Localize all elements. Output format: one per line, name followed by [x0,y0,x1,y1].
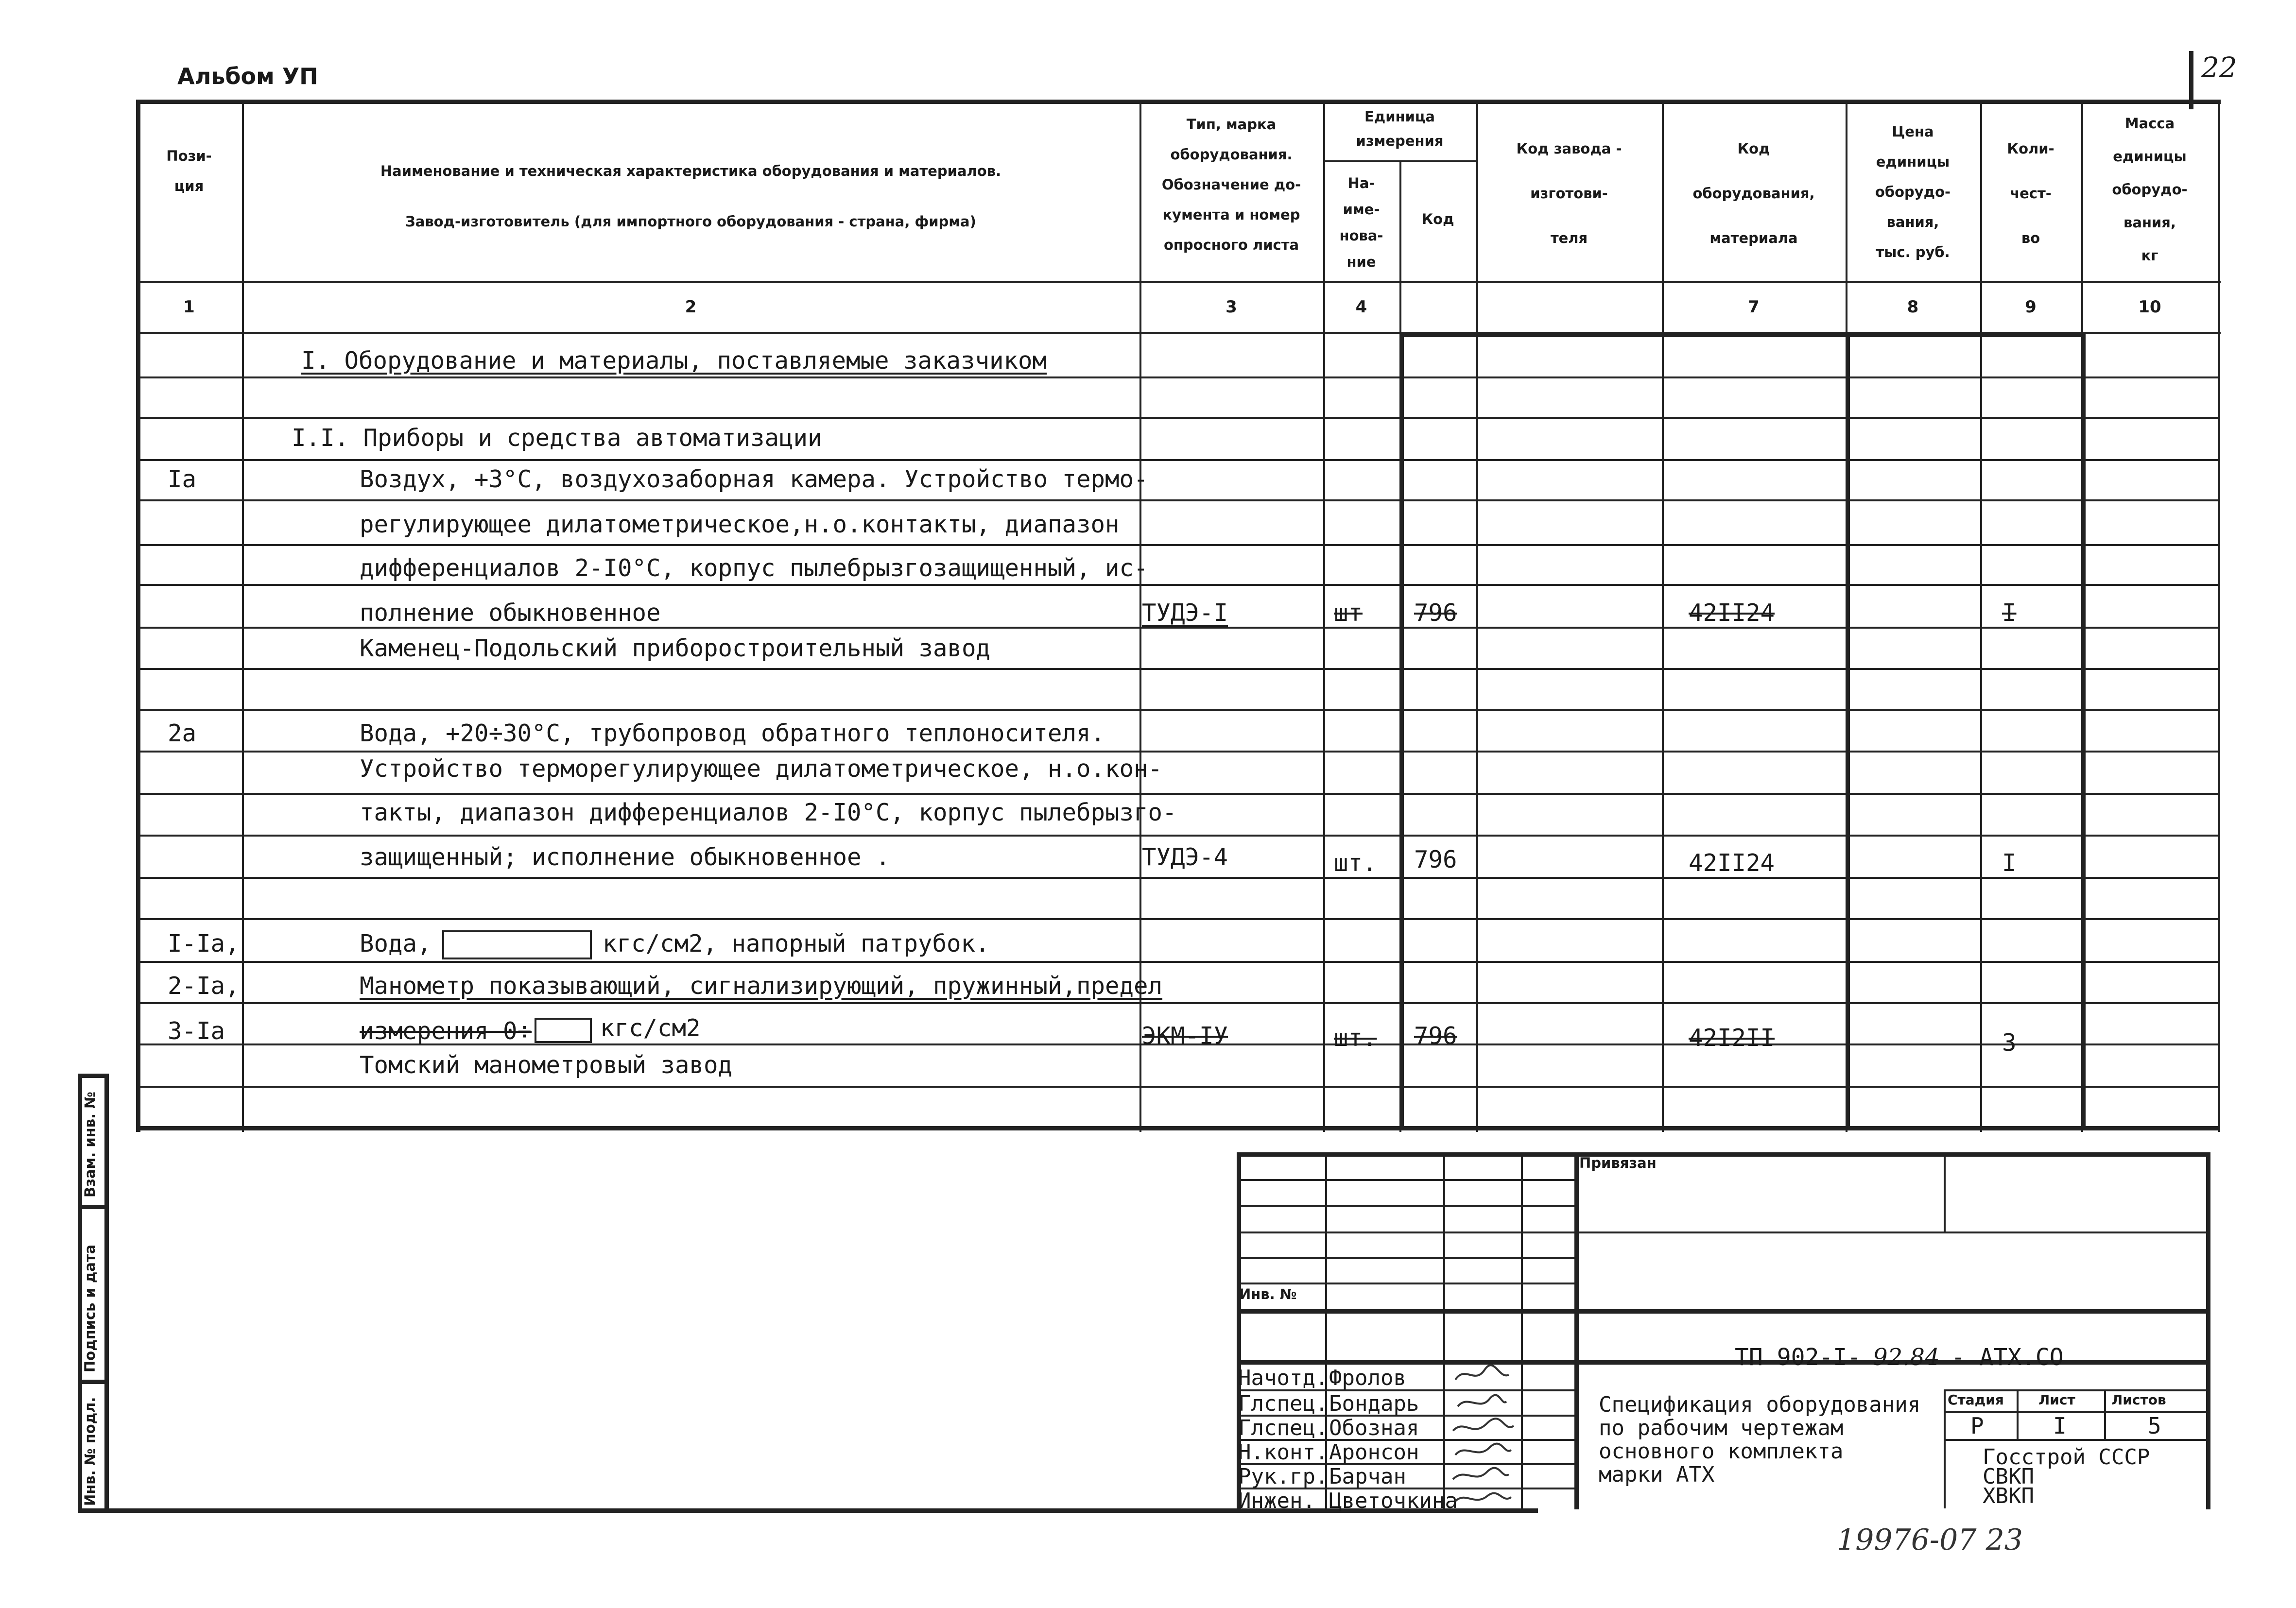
item-1-line-4: полнение обыкновенное [360,599,661,627]
stamp-designation: ТП 902-I- 92.84 - АТХ.СО [1735,1344,2064,1371]
colnum-9: 9 [2025,297,2037,317]
stamp-name-2: Бондарь [1329,1391,1419,1416]
stamp-name-6: Цветочкина [1329,1488,1458,1513]
header-equipment-code: Код оборудования, материала [1692,140,1815,246]
item-1-line-3: дифференциалов 2-I0°С, корпус пылебрызгозащищенный, ис- [360,554,1148,582]
stamp-privyazan: Привязан [1579,1155,1657,1171]
item-3-type: ЭКМ-IУ [1142,1022,1228,1050]
item-3-line-1a: Вода, [360,930,432,958]
stamp-list-label: Лист [2038,1392,2075,1408]
stamp-listov-value: 5 [2148,1413,2161,1439]
item-2-type: ТУДЭ-4 [1142,843,1228,871]
item-2-line-2: Устройство терморегулирующее дилатометрическое, н.о.кон- [360,755,1163,783]
stamp-organization: Госстрой СССР СВКП ХВКП [1983,1445,2150,1508]
item-3-position-3: 3-Iа [168,1017,225,1045]
side-label-inv-podl: Инв. № подл. [82,1397,98,1506]
colnum-2: 2 [685,297,697,317]
item-2-quantity: I [2002,849,2017,877]
item-2-equipment-code: 42II24 [1689,849,1775,877]
item-3-quantity: 3 [2002,1029,2017,1057]
item-2-code: 796 [1414,846,1457,873]
item-1-type: ТУДЭ-I [1142,599,1228,627]
stamp-title: Спецификация оборудования по рабочим чертежам основного комплекта марки АТХ [1599,1392,1921,1487]
header-price: Цена единицы оборудо- вания, тыс. руб. [1875,123,1951,260]
item-3-line-4: Томский манометровый завод [360,1051,733,1079]
stamp-name-3: Обозная [1329,1416,1419,1440]
stamp-name-1: Фролов [1329,1366,1406,1390]
stamp-stadia-value: Р [1970,1413,1984,1439]
header-position: Пози- ция [166,148,212,194]
stamp-role-5: Рук.гр. [1238,1464,1329,1489]
item-3-code: 796 [1414,1022,1457,1050]
item-3-line-3b: кгс/см2 [600,1014,701,1042]
stamp-role-3: Глспец. [1238,1416,1329,1440]
stamp-inv-label: Инв. № [1239,1286,1297,1302]
item-3-position-2: 2-Iа, [168,972,240,1000]
colnum-1: 1 [183,297,195,317]
header-mass: Масса единицы оборудо- вания, кг [2112,115,2188,264]
stamp-name-4: Аронсон [1329,1440,1419,1465]
colnum-10: 10 [2138,297,2161,317]
item-1-line-5: Каменец-Подольский приборостроительный завод [360,634,991,662]
item-3-equipment-code: 42I2II [1689,1024,1775,1052]
item-1-code: 796 [1414,599,1457,627]
stamp-name-5: Барчан [1329,1464,1406,1489]
colnum-3: 3 [1226,297,1237,317]
item-2-line-4: защищенный; исполнение обыкновенное . [360,843,890,871]
stamp-role-6: Инжен. [1238,1488,1315,1513]
item-3-line-3a: измерения 0÷ [360,1017,532,1045]
item-1-unit: шт [1334,599,1363,627]
header-unit-group: Единица измерения [1356,108,1444,149]
colnum-7: 7 [1748,297,1760,317]
signature-marks [1446,1360,1521,1508]
section-heading-1-1: I.I. Приборы и средства автоматизации [292,424,822,452]
header-unit-name: На- име- нова- ние [1339,175,1383,270]
album-label: Альбом УП [177,63,318,89]
item-3-blank-field-2 [535,1018,592,1043]
item-1-position: Iа [168,465,197,493]
item-2-line-1: Вода, +20÷30°С, трубопровод обратного теплоносителя. [360,719,1105,747]
item-2-position: 2а [168,719,197,747]
stamp-listov-label: Листов [2111,1392,2166,1408]
header-unit-code: Код [1421,211,1454,227]
colnum-8: 8 [1907,297,1919,317]
colnum-4: 4 [1355,297,1367,317]
item-3-line-1b: кгс/см2, напорный патрубок. [603,930,990,958]
side-label-podpis: Подпись и дата [82,1244,98,1372]
item-3-line-2: Манометр показывающий, сигнализирующий, пружинный,предел [360,972,1163,1000]
stamp-role-4: Н.конт. [1238,1440,1329,1465]
item-2-unit: шт. [1334,849,1377,877]
header-type: Тип, марка оборудования. Обозначение до- кумента и номер опросного листа [1161,116,1301,253]
side-label-vzam: Взам. инв. № [82,1091,98,1197]
item-1-quantity: I [2002,599,2017,627]
stamp-role-1: Начотд. [1238,1366,1329,1390]
header-manufacturer-code: Код завода - изготови- теля [1516,140,1622,246]
header-quantity: Коли- чест- во [2007,140,2054,246]
item-1-line-1: Воздух, +3°С, воздухозаборная камера. Устройство термо- [360,465,1148,493]
section-heading-1: I. Оборудование и материалы, поставляемые заказчиком [301,347,1047,375]
stamp-list-value: I [2053,1413,2067,1439]
item-2-line-3: такты, диапазон дифференциалов 2-I0°С, корпус пылебрызго- [360,799,1177,826]
item-1-equipment-code: 42II24 [1689,599,1775,627]
stamp-stadia-label: Стадия [1948,1392,2004,1408]
header-name: Наименование и техническая характеристика оборудования и материалов. Завод-изготовитель (для импортного оборудования - страна, фирма) [380,163,1001,230]
stamp-role-2: Глспец. [1238,1391,1329,1416]
item-3-blank-field-1 [442,930,592,959]
item-1-line-2: регулирующее дилатометрическое,н.о.контакты, диапазон [360,511,1120,538]
item-3-unit: шт. [1334,1024,1377,1052]
page-number: 22 [2201,51,2237,84]
item-3-position-1: I-Iа, [168,930,240,958]
footer-number: 19976-07 23 [1837,1523,2023,1557]
